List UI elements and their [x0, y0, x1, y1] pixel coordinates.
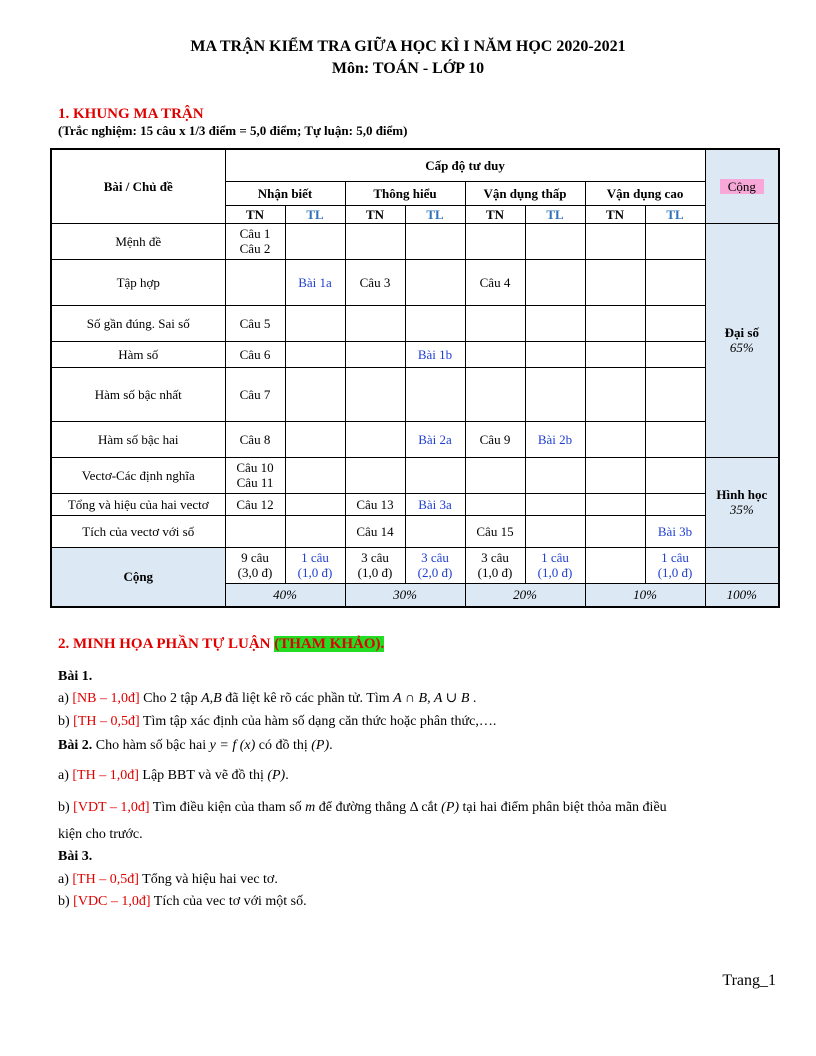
tag: [TH – 0,5đ]	[72, 872, 139, 887]
matrix-cell	[285, 305, 345, 341]
level-2: Thông hiểu	[345, 181, 465, 205]
matrix-cell	[585, 367, 645, 421]
topic-cell: Mệnh đề	[51, 223, 225, 259]
total-cell: 3 câu (1,0 đ)	[345, 547, 405, 583]
math: A,B	[201, 691, 222, 706]
tag: [TH – 0,5đ]	[73, 714, 140, 729]
prefix: a)	[58, 691, 73, 706]
tn-head: TN	[465, 205, 525, 223]
header-topic: Bài / Chủ đề	[51, 149, 225, 223]
matrix-cell	[405, 367, 465, 421]
bai3a	[58, 871, 278, 889]
table-row	[51, 367, 779, 421]
matrix-cell	[345, 305, 405, 341]
header-total	[705, 149, 779, 223]
tag: [VDC – 1,0đ]	[73, 894, 151, 909]
table-row	[51, 341, 779, 367]
total-cell: 1 câu (1,0 đ)	[285, 547, 345, 583]
matrix-cell	[285, 341, 345, 367]
group-name: Đại số	[724, 325, 759, 340]
matrix-cell	[525, 515, 585, 547]
matrix-cell: Câu 15	[465, 515, 525, 547]
matrix-cell	[585, 223, 645, 259]
bai2a	[58, 767, 289, 785]
matrix-cell: Bài 3b	[645, 515, 705, 547]
prefix: b)	[58, 800, 74, 815]
matrix-cell: Câu 9	[465, 421, 525, 457]
matrix-cell	[525, 259, 585, 305]
matrix-cell	[225, 259, 285, 305]
matrix-cell: Câu 7	[225, 367, 285, 421]
matrix-cell: Câu 6	[225, 341, 285, 367]
tl-head: TL	[525, 205, 585, 223]
topic-cell: Hàm số	[51, 341, 225, 367]
percent-cell: 30%	[345, 583, 465, 607]
text: .	[469, 691, 477, 706]
matrix-cell	[645, 341, 705, 367]
text: đã liệt kê rõ các phần tử. Tìm	[221, 691, 394, 706]
math: (P)	[311, 738, 330, 753]
tag: [NB – 1,0đ]	[72, 691, 140, 706]
matrix-cell	[345, 421, 405, 457]
bai1-heading: Bài 1.	[58, 669, 93, 684]
bai2b-line2: kiện cho trước.	[58, 827, 143, 842]
matrix-cell	[525, 457, 585, 493]
text: Tích của vec tơ với một số.	[150, 894, 307, 909]
level-3: Vận dụng thấp	[465, 181, 585, 205]
section1-heading: 1. KHUNG MA TRẬN	[58, 106, 204, 122]
topic-cell: Số gần đúng. Sai số	[51, 305, 225, 341]
matrix-cell	[585, 515, 645, 547]
text: Cho 2 tập	[139, 691, 202, 706]
matrix-cell: Câu 5	[225, 305, 285, 341]
topic-cell: Tích của vectơ với số	[51, 515, 225, 547]
tl-head: TL	[405, 205, 465, 223]
matrix-cell: Câu 14	[345, 515, 405, 547]
matrix-cell	[585, 493, 645, 515]
matrix-cell	[285, 493, 345, 515]
percent-total: 100%	[705, 583, 779, 607]
matrix-cell: Câu 12	[225, 493, 285, 515]
topic-cell: Hàm số bậc hai	[51, 421, 225, 457]
group-percent: 65%	[729, 340, 754, 355]
matrix-cell: Bài 3a	[405, 493, 465, 515]
matrix-cell	[405, 457, 465, 493]
matrix-cell	[525, 493, 585, 515]
header-total-label: Cộng	[720, 179, 764, 194]
math: y = f (x)	[209, 738, 256, 753]
tn-head: TN	[585, 205, 645, 223]
text: .	[285, 768, 289, 783]
matrix-cell	[525, 223, 585, 259]
percent-cell: 10%	[585, 583, 705, 607]
prefix: a)	[58, 768, 73, 783]
matrix-cell	[645, 367, 705, 421]
prefix: b)	[58, 714, 74, 729]
percent-cell: 40%	[225, 583, 345, 607]
matrix-cell	[465, 341, 525, 367]
matrix-cell: Bài 2b	[525, 421, 585, 457]
doc-title: MA TRẬN KIỂM TRA GIỮA HỌC KÌ I NĂM HỌC 2020-2021	[190, 38, 626, 55]
bai2b	[58, 799, 667, 817]
matrix-cell: Câu 8	[225, 421, 285, 457]
matrix-cell	[585, 259, 645, 305]
total-cell: 1 câu (1,0 đ)	[525, 547, 585, 583]
matrix-cell	[285, 421, 345, 457]
text: Tìm tập xác định của hàm số dạng căn thức hoặc phân thức,….	[139, 714, 497, 729]
percent-cell: 20%	[465, 583, 585, 607]
matrix-cell: Bài 1a	[285, 259, 345, 305]
bai3-heading: Bài 3.	[58, 849, 93, 864]
text: Tổng và hiệu hai vec tơ.	[138, 872, 278, 887]
topic-cell: Hàm số bậc nhất	[51, 367, 225, 421]
matrix-cell	[225, 515, 285, 547]
matrix-cell	[465, 305, 525, 341]
prefix: b)	[58, 894, 74, 909]
text: tại hai điểm phân biệt thỏa mãn điều	[459, 800, 667, 815]
matrix-cell	[645, 305, 705, 341]
total-cell: 9 câu (3,0 đ)	[225, 547, 285, 583]
table-row	[51, 515, 779, 547]
section2-heading	[58, 636, 384, 653]
doc-subtitle: Môn: TOÁN - LỚP 10	[331, 60, 485, 77]
group-name: Hình học	[716, 487, 768, 502]
bai1a	[58, 690, 476, 708]
total-cell	[585, 547, 645, 583]
matrix-cell	[405, 259, 465, 305]
matrix-cell	[285, 515, 345, 547]
matrix-cell	[585, 421, 645, 457]
matrix-cell	[465, 367, 525, 421]
text: .	[329, 738, 333, 753]
topic-cell: Tập hợp	[51, 259, 225, 305]
table-row	[51, 223, 779, 259]
tn-head: TN	[345, 205, 405, 223]
matrix-cell	[285, 367, 345, 421]
section2-highlight: (THAM KHẢO).	[274, 636, 385, 652]
matrix-cell: Câu 13	[345, 493, 405, 515]
matrix-cell	[645, 223, 705, 259]
matrix-cell: Bài 1b	[405, 341, 465, 367]
group-percent: 35%	[729, 502, 754, 517]
text: có đồ thị	[255, 738, 312, 753]
matrix-cell	[465, 493, 525, 515]
bai3b	[58, 893, 307, 911]
text: Lập BBT và vẽ đồ thị	[138, 768, 268, 783]
math: A ∩ B, A ∪ B	[393, 691, 470, 706]
table-row	[51, 259, 779, 305]
total-label: Cộng	[51, 547, 225, 607]
matrix-cell	[645, 421, 705, 457]
text: Cho hàm số bậc hai	[92, 738, 210, 753]
table-row	[51, 493, 779, 515]
total-empty	[705, 547, 779, 583]
level-1: Nhận biết	[225, 181, 345, 205]
matrix-cell	[345, 367, 405, 421]
matrix-cell	[525, 305, 585, 341]
matrix-cell	[345, 341, 405, 367]
total-cell: 3 câu (2,0 đ)	[405, 547, 465, 583]
tn-head: TN	[225, 205, 285, 223]
table-row	[51, 305, 779, 341]
tl-head: TL	[645, 205, 705, 223]
table-row	[51, 457, 779, 493]
matrix-cell	[405, 305, 465, 341]
total-cell: 3 câu (1,0 đ)	[465, 547, 525, 583]
matrix-cell: Câu 1 Câu 2	[225, 223, 285, 259]
tl-head: TL	[285, 205, 345, 223]
matrix-cell	[585, 305, 645, 341]
tag: [TH – 1,0đ]	[72, 768, 139, 783]
matrix-cell	[285, 457, 345, 493]
math: m	[305, 800, 316, 815]
matrix-cell	[585, 457, 645, 493]
matrix-cell: Câu 3	[345, 259, 405, 305]
matrix-cell	[465, 457, 525, 493]
matrix-cell	[525, 367, 585, 421]
matrix-cell	[405, 515, 465, 547]
matrix-cell	[405, 223, 465, 259]
matrix-cell	[345, 223, 405, 259]
matrix-cell: Bài 2a	[405, 421, 465, 457]
level-4: Vận dụng cao	[585, 181, 705, 205]
group-algebra	[705, 223, 779, 457]
page-number: Trang_1	[722, 972, 776, 989]
bai1b	[58, 713, 496, 731]
matrix-cell: Câu 4	[465, 259, 525, 305]
topic-cell: Tổng và hiệu của hai vectơ	[51, 493, 225, 515]
section2-title: 2. MINH HỌA PHẦN TỰ LUẬN	[58, 636, 275, 652]
matrix-cell	[645, 259, 705, 305]
scoring-note: (Trắc nghiệm: 15 câu x 1/3 điểm = 5,0 điểm; Tự luận: 5,0 điểm)	[58, 123, 408, 138]
header-level: Cấp độ tư duy	[225, 149, 705, 181]
total-cell: 1 câu (1,0 đ)	[645, 547, 705, 583]
matrix-cell	[465, 223, 525, 259]
text: Tìm điều kiện của tham số	[149, 800, 306, 815]
matrix-cell	[345, 457, 405, 493]
prefix: a)	[58, 872, 73, 887]
matrix-cell: Câu 10 Câu 11	[225, 457, 285, 493]
math: (P)	[441, 800, 460, 815]
matrix-cell	[645, 493, 705, 515]
bai2-heading: Bài 2.	[58, 738, 93, 753]
matrix-cell	[525, 341, 585, 367]
matrix-cell	[285, 223, 345, 259]
matrix-cell	[645, 457, 705, 493]
matrix-table	[50, 148, 780, 608]
math: (P)	[267, 768, 286, 783]
group-geometry	[705, 457, 779, 547]
table-row	[51, 421, 779, 457]
bai2-line	[58, 737, 333, 755]
topic-cell: Vectơ-Các định nghĩa	[51, 457, 225, 493]
matrix-cell	[585, 341, 645, 367]
tag: [VDT – 1,0đ]	[73, 800, 150, 815]
text: để đường thẳng Δ cắt	[315, 800, 442, 815]
